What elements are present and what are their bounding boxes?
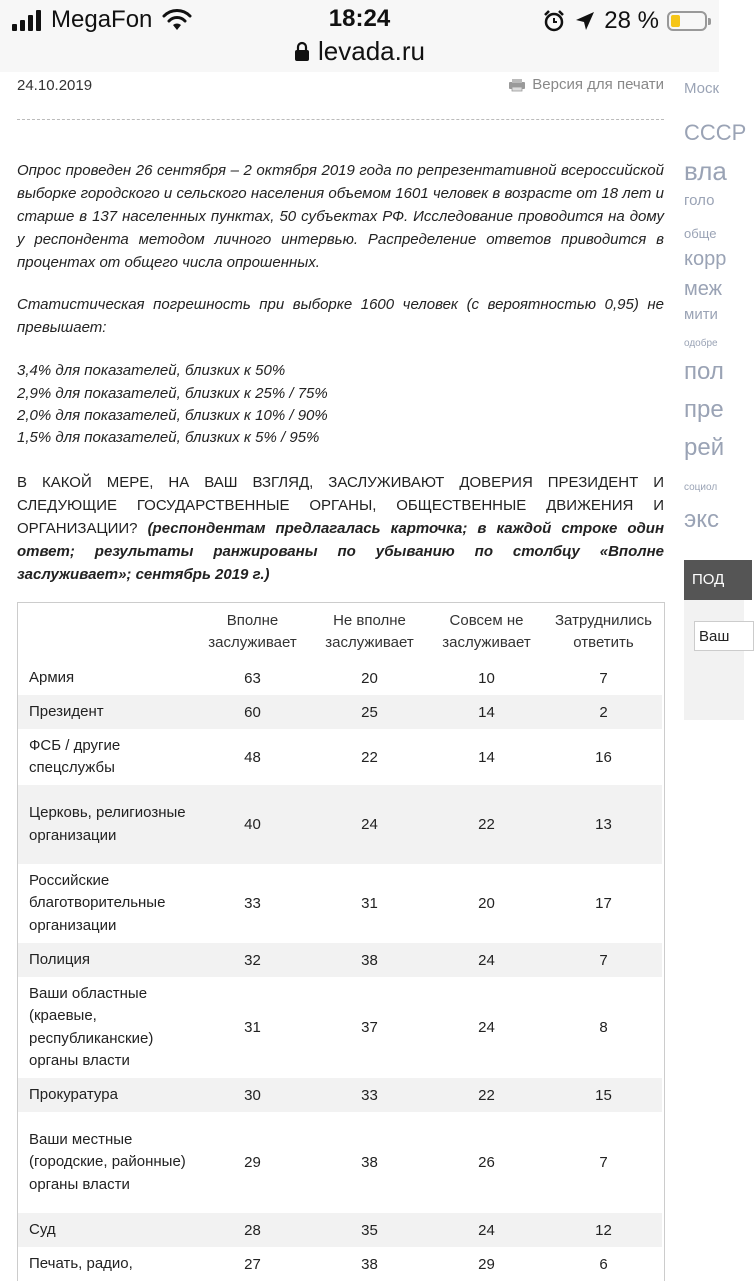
header-cell: Вполне заслуживает [208, 612, 297, 651]
error-title: Статистическая погрешность при выборке 1600 человек (с вероятностью 0,95) не превышает: [17, 296, 664, 336]
carrier-name: MegaFon [51, 6, 153, 33]
value-cell: 38 [361, 1154, 378, 1171]
table-row [18, 1247, 662, 1281]
error-line: 2,0% для показателей, близких к 10% / 90% [17, 407, 328, 424]
alarm-icon [542, 9, 566, 33]
value-cell: 24 [478, 1019, 495, 1036]
value-cell: 7 [599, 669, 608, 687]
row-label: Президент [29, 702, 104, 720]
article-date: 24.10.2019 [17, 77, 93, 94]
tag-link[interactable]: корр [684, 248, 727, 270]
error-line: 2,9% для показателей, близких к 25% / 75% [17, 385, 328, 402]
value-cell: 29 [478, 1255, 495, 1273]
value-cell: 30 [244, 1086, 261, 1104]
table-row [18, 864, 662, 943]
value-cell: 37 [361, 1019, 378, 1036]
row-label: Ваши областные (краевые, республиканские) органы власти [29, 984, 154, 1069]
value-cell: 24 [361, 816, 378, 833]
value-cell: 15 [595, 1086, 612, 1104]
separator [17, 119, 664, 120]
printer-icon [508, 78, 526, 92]
tag-link[interactable]: пре [684, 396, 724, 423]
value-cell: 63 [244, 669, 261, 687]
table-row [18, 661, 662, 695]
value-cell: 35 [361, 1221, 378, 1239]
value-cell: 20 [361, 669, 378, 687]
question-title: В КАКОЙ МЕРЕ, НА ВАШ ВЗГЛЯД, ЗАСЛУЖИВАЮТ ДОВЕРИЯ ПРЕЗИДЕНТ И СЛЕДУЮЩИЕ ГОСУДАРСТВЕННЫЕ ОРГАНЫ, ОБЩЕСТВЕННЫЕ ДВИЖЕНИЯ И ОРГАНИЗАЦИИ? [17, 474, 664, 537]
print-version-label: Версия для печати [532, 76, 664, 93]
error-line: 1,5% для показателей, близких к 5% / 95% [17, 429, 320, 446]
lock-icon [294, 42, 310, 62]
row-label: Армия [29, 668, 75, 686]
value-cell: 31 [244, 1019, 261, 1036]
table-row [18, 1112, 662, 1213]
value-cell: 60 [244, 703, 261, 721]
value-cell: 14 [478, 703, 495, 721]
row-label: Полиция [29, 950, 91, 968]
value-cell: 22 [361, 748, 378, 766]
tag-link[interactable]: вла [684, 156, 727, 186]
row-label: Суд [29, 1220, 56, 1238]
value-cell: 33 [244, 895, 261, 912]
question-note: (респондентам предлагалась карточка; в каждой строке один ответ; результаты ранжированы по убыванию по столбцу «Вполне заслуживает»; сентябрь 2019 г.) [17, 520, 665, 583]
tag-link[interactable]: голо [684, 192, 715, 209]
tag-link[interactable]: СССР [684, 120, 747, 145]
tag-link[interactable]: социол [684, 482, 718, 493]
value-cell: 29 [244, 1154, 261, 1171]
table-row [18, 1213, 662, 1247]
tag-link[interactable]: мити [684, 306, 718, 323]
value-cell: 48 [244, 748, 261, 766]
value-cell: 20 [478, 895, 495, 912]
subscribe-title: ПОД [684, 560, 752, 600]
tag-link[interactable]: меж [684, 278, 723, 300]
row-label: Ваши местные (городские, районные) органы власти [29, 1130, 186, 1193]
value-cell: 22 [478, 1086, 495, 1104]
value-cell: 32 [244, 951, 261, 969]
address-bar[interactable] [0, 36, 719, 67]
tag-link[interactable]: пол [684, 358, 724, 385]
value-cell: 17 [595, 895, 612, 912]
value-cell: 28 [244, 1221, 261, 1239]
table-header-row [18, 603, 662, 661]
table-row [18, 695, 662, 729]
value-cell: 24 [478, 1221, 495, 1239]
tag-link[interactable]: одобре [684, 338, 718, 349]
value-cell: 25 [361, 703, 378, 721]
row-label: Печать, радио, [29, 1254, 133, 1272]
row-label: Церковь, религиозные организации [29, 804, 186, 844]
url-text: levada.ru [318, 36, 425, 66]
value-cell: 26 [478, 1154, 495, 1171]
value-cell: 10 [478, 669, 495, 687]
battery-percent: 28 % [604, 7, 659, 34]
header-cell: Затруднились ответить [555, 612, 652, 651]
value-cell: 6 [599, 1255, 608, 1273]
results-table [17, 602, 665, 1281]
value-cell: 14 [478, 748, 495, 766]
value-cell: 16 [595, 748, 612, 766]
question-block [17, 471, 664, 586]
value-cell: 22 [478, 816, 495, 833]
value-cell: 38 [361, 951, 378, 969]
value-cell: 40 [244, 816, 261, 833]
row-label: Прокуратура [29, 1085, 118, 1103]
clock: 18:24 [328, 5, 391, 32]
tag-link[interactable]: экс [684, 506, 720, 533]
header-cell [18, 603, 194, 661]
value-cell: 13 [595, 816, 612, 833]
row-label: ФСБ / другие спецслужбы [29, 736, 121, 776]
header-cell: Не вполне заслуживает [325, 612, 414, 651]
value-cell: 27 [244, 1255, 261, 1273]
value-cell: 7 [599, 1154, 608, 1171]
value-cell: 7 [599, 951, 608, 969]
table-row [18, 1078, 662, 1112]
battery-icon [667, 11, 707, 31]
table-row [18, 785, 662, 864]
table-row [18, 729, 662, 785]
header-cell: Совсем не заслуживает [442, 612, 531, 651]
value-cell: 24 [478, 951, 495, 969]
value-cell: 8 [599, 1019, 608, 1036]
tag-link[interactable]: обще [684, 226, 717, 241]
table-row [18, 943, 662, 977]
sidebar [684, 72, 747, 1280]
value-cell: 33 [361, 1086, 378, 1104]
tag-link[interactable]: Моск [684, 80, 720, 97]
value-cell: 12 [595, 1221, 612, 1239]
tag-link[interactable]: рей [684, 434, 725, 461]
value-cell: 31 [361, 895, 378, 912]
survey-method-text: Опрос проведен 26 сентября – 2 октября 2019 года по репрезентативной всероссийской выборке городского и сельского населения объемом 1601 человек в возрасте от 18 лет и старше в 137 населенных пунктах, 50 субъектах РФ. Исследование проводится на дому у респондента методом личного интервью. Распределение ответов приводится в процентах от общего числа опрошенных. [17, 162, 664, 271]
table-row [18, 977, 662, 1078]
value-cell: 2 [599, 703, 608, 721]
status-bar [0, 0, 719, 72]
error-line: 3,4% для показателей, близких к 50% [17, 362, 286, 379]
location-arrow-icon [574, 10, 596, 32]
print-version-link[interactable] [508, 76, 664, 93]
row-label: Российские благотворительные организации [29, 871, 166, 934]
email-field[interactable]: Ваш [694, 621, 754, 651]
value-cell: 38 [361, 1255, 378, 1273]
